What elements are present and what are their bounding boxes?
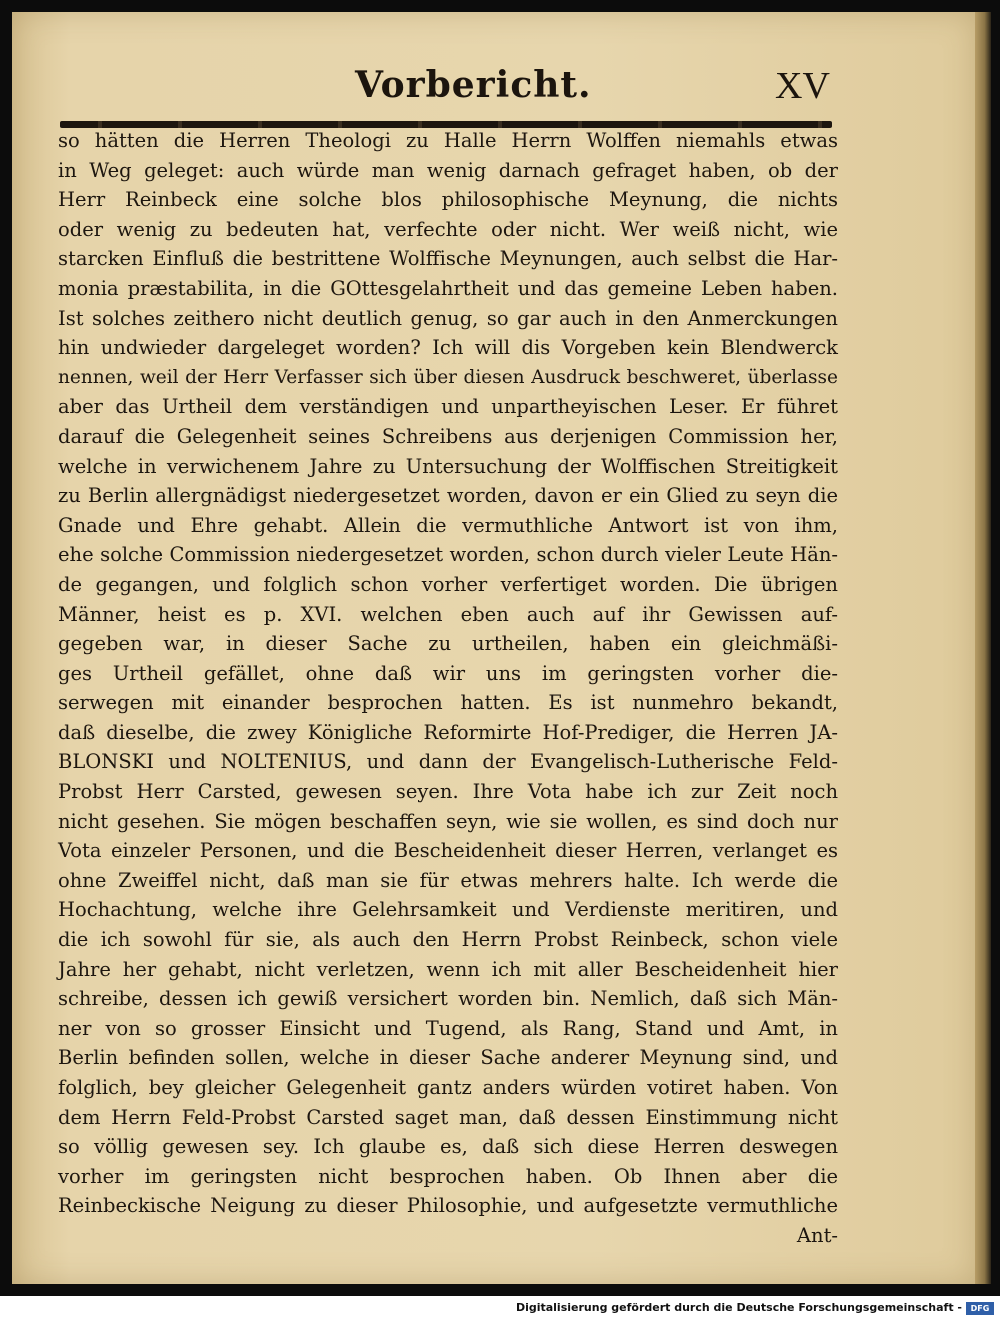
- dfg-logo: DFG: [966, 1302, 994, 1315]
- text-line: serwegen mit einander besprochen hatten. Es ist nunmehro bekandt,: [58, 691, 838, 715]
- text-line: in Weg geleget: auch würde man wenig darnach gefraget haben, ob der: [58, 158, 838, 182]
- text-line: BLONSKI und NOLTENIUS, und dann der Evangelisch-Lutherische Feld-: [58, 750, 838, 774]
- page-number: XV: [775, 65, 830, 107]
- text-line: Berlin befinden sollen, welche in dieser Sache anderer Meynung sind, und: [58, 1046, 838, 1070]
- text-line: welche in verwichenem Jahre zu Untersuchung der Wolffischen Streitigkeit: [58, 454, 838, 478]
- text-line: ges Urtheil gefället, ohne daß wir uns im geringsten vorher die-: [58, 661, 838, 685]
- text-line: Gnade und Ehre gehabt. Allein die vermuthliche Antwort ist von ihm,: [58, 513, 838, 537]
- text-line: hin undwieder dargeleget worden? Ich will dis Vorgeben kein Blendwerck: [58, 336, 838, 360]
- text-line: de gegangen, und folglich schon vorher verfertiget worden. Die übrigen: [58, 572, 838, 596]
- text-line: Vota einzeler Personen, und die Bescheidenheit dieser Herren, verlanget es: [58, 839, 838, 863]
- text-line: Hochachtung, welche ihre Gelehrsamkeit und Verdienste meritiren, und: [58, 898, 838, 922]
- text-line: Reinbeckische Neigung zu dieser Philosophie, und aufgesetzte vermuthliche: [58, 1194, 838, 1218]
- text-line: Herr Reinbeck eine solche blos philosophische Meynung, die nichts: [58, 188, 838, 212]
- text-line: die ich sowohl für sie, als auch den Herrn Probst Reinbeck, schon viele: [58, 928, 838, 952]
- text-line: ehe solche Commission niedergesetzet worden, schon durch vieler Leute Hän-: [58, 543, 838, 567]
- text-line: Jahre her gehabt, nicht verletzen, wenn ich mit aller Bescheidenheit hier: [58, 957, 838, 981]
- text-line: so völlig gewesen sey. Ich glaube es, daß sich diese Herren deswegen: [58, 1135, 838, 1159]
- footer-bar: [0, 1296, 1000, 1321]
- text-line: Ist solches zeithero nicht deutlich genug, so gar auch in den Anmerckungen: [58, 306, 838, 330]
- text-line: dem Herrn Feld-Probst Carsted saget man, daß dessen Einstimmung nicht: [58, 1105, 838, 1129]
- text-line: darauf die Gelegenheit seines Schreibens aus derjenigen Commission her,: [58, 424, 838, 448]
- text-line: vorher im geringsten nicht besprochen haben. Ob Ihnen aber die: [58, 1164, 838, 1188]
- page-edge: [975, 12, 991, 1284]
- catchword: Ant-: [796, 1223, 838, 1247]
- text-line: zu Berlin allergnädigst niedergesetzet worden, davon er ein Glied zu seyn die: [58, 484, 838, 508]
- text-line: starcken Einfluß die bestrittene Wolffische Meynungen, auch selbst die Har-: [58, 247, 838, 271]
- running-title: Vorbericht.: [355, 64, 592, 106]
- text-line: nennen, weil der Herr Verfasser sich über diesen Ausdruck beschweret, überlasse: [58, 366, 838, 388]
- text-line: so hätten die Herren Theologi zu Halle Herrn Wolffen niemahls etwas: [58, 129, 838, 152]
- text-line: monia præstabilita, in die GOttesgelahrtheit und das gemeine Leben haben.: [58, 276, 838, 300]
- text-line: ohne Zweiffel nicht, daß man sie für etwas mehrers halte. Ich werde die: [58, 868, 838, 892]
- text-line: nicht gesehen. Sie mögen beschaffen seyn, wie sie wollen, es sind doch nur: [58, 809, 838, 833]
- text-line: gegeben war, in dieser Sache zu urtheilen, haben ein gleichmäßi-: [58, 632, 838, 656]
- body-text: [58, 126, 838, 1251]
- text-line: Männer, heist es p. XVI. welchen eben auch auf ihr Gewissen auf-: [58, 602, 838, 626]
- text-line: Probst Herr Carsted, gewesen seyen. Ihre Vota habe ich zur Zeit noch: [58, 780, 838, 804]
- text-line: ner von so grosser Einsicht und Tugend, als Rang, Stand und Amt, in: [58, 1016, 838, 1040]
- text-line: aber das Urtheil dem verständigen und unpartheyischen Leser. Er führet: [58, 395, 838, 419]
- text-line: schreibe, dessen ich gewiß versichert worden bin. Nemlich, daß sich Män-: [58, 987, 838, 1011]
- text-line: daß dieselbe, die zwey Königliche Reformirte Hof-Prediger, die Herren JA-: [58, 720, 838, 744]
- text-line: folglich, bey gleicher Gelegenheit gantz anders würden votiret haben. Von: [58, 1076, 838, 1099]
- footer-credit: Digitalisierung gefördert durch die Deutsche Forschungsgemeinschaft -: [515, 1301, 962, 1314]
- text-line: oder wenig zu bedeuten hat, verfechte oder nicht. Wer weiß nicht, wie: [58, 217, 838, 241]
